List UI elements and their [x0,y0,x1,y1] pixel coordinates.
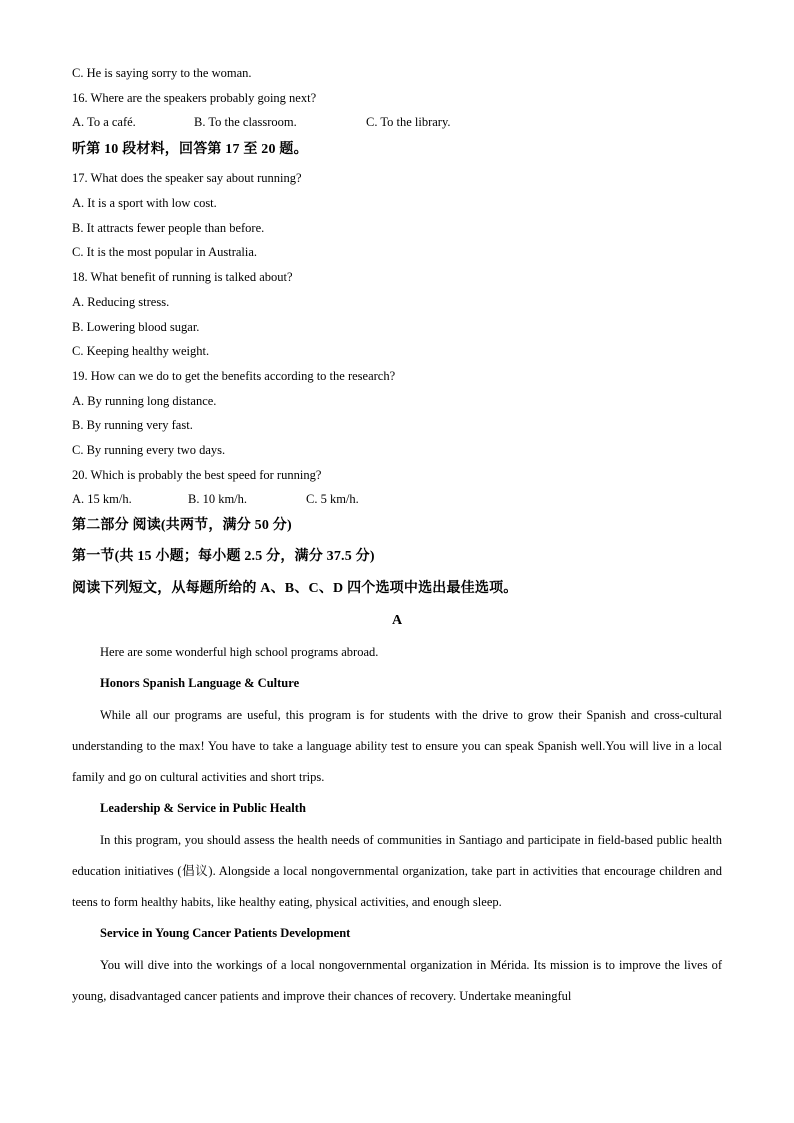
q18-option-a: A. Reducing stress. [72,295,170,309]
q17-option-b: B. It attracts fewer people than before. [72,221,265,235]
q17-option-a: A. It is a sport with low cost. [72,196,217,210]
question-20: 20. Which is probably the best speed for running? [72,468,322,482]
question-18: 18. What benefit of running is talked about? [72,270,293,284]
q16-option-b: B. To the classroom. [194,115,297,129]
part-2-heading: 第二部分 阅读(共两节，满分 50 分) [72,518,292,533]
passage-intro: Here are some wonderful high school programs abroad. [100,645,379,659]
section-10-heading: 听第 10 段材料，回答第 17 至 20 题。 [72,142,308,157]
q19-option-a: A. By running long distance. [72,394,217,408]
q20-option-a: A. 15 km/h. [72,492,132,506]
q15-option-c: C. He is saying sorry to the woman. [72,66,252,80]
program-1-title: Honors Spanish Language & Culture [100,676,300,690]
section-1-heading: 第一节(共 15 小题；每小题 2.5 分，满分 37.5 分) [72,549,375,564]
q19-option-c: C. By running every two days. [72,443,226,457]
program-2-title: Leadership & Service in Public Health [100,801,306,815]
question-17: 17. What does the speaker say about running? [72,171,302,185]
q18-option-c: C. Keeping healthy weight. [72,344,210,358]
q20-option-c: C. 5 km/h. [306,492,359,506]
program-3-description: You will dive into the workings of a local nongovernmental organization in Mérida. Its mission is to improve the lives of young, disadvantaged cancer patients and improve their chances of recovery. Undertake meaningful [72,958,722,1003]
question-16: 16. Where are the speakers probably going next? [72,91,317,105]
program-1-description: While all our programs are useful, this program is for students with the drive to grow their Spanish and cross-cultural understanding to the max! You have to take a language ability test to ensure you can speak Spanish well.You will live in a local family and go on cultural activities and short trips. [72,708,722,784]
reading-instructions: 阅读下列短文，从每题所给的 A、B、C、D 四个选项中选出最佳选项。 [72,581,518,596]
q20-option-b: B. 10 km/h. [188,492,248,506]
q19-option-b: B. By running very fast. [72,418,193,432]
q16-option-a: A. To a café. [72,115,136,129]
passage-letter: A [391,613,403,628]
question-19: 19. How can we do to get the benefits according to the research? [72,369,396,383]
q17-option-c: C. It is the most popular in Australia. [72,245,258,259]
program-2-description: In this program, you should assess the health needs of communities in Santiago and participate in field-based public health education initiatives (倡议). Alongside a local nongovernmental organization, take part in activities that encourage children and teens to form healthy habits, like healthy eating, physical activities, and enough sleep. [72,833,722,909]
program-3-title: Service in Young Cancer Patients Development [100,926,351,940]
q18-option-b: B. Lowering blood sugar. [72,320,200,334]
q16-option-c: C. To the library. [366,115,451,129]
